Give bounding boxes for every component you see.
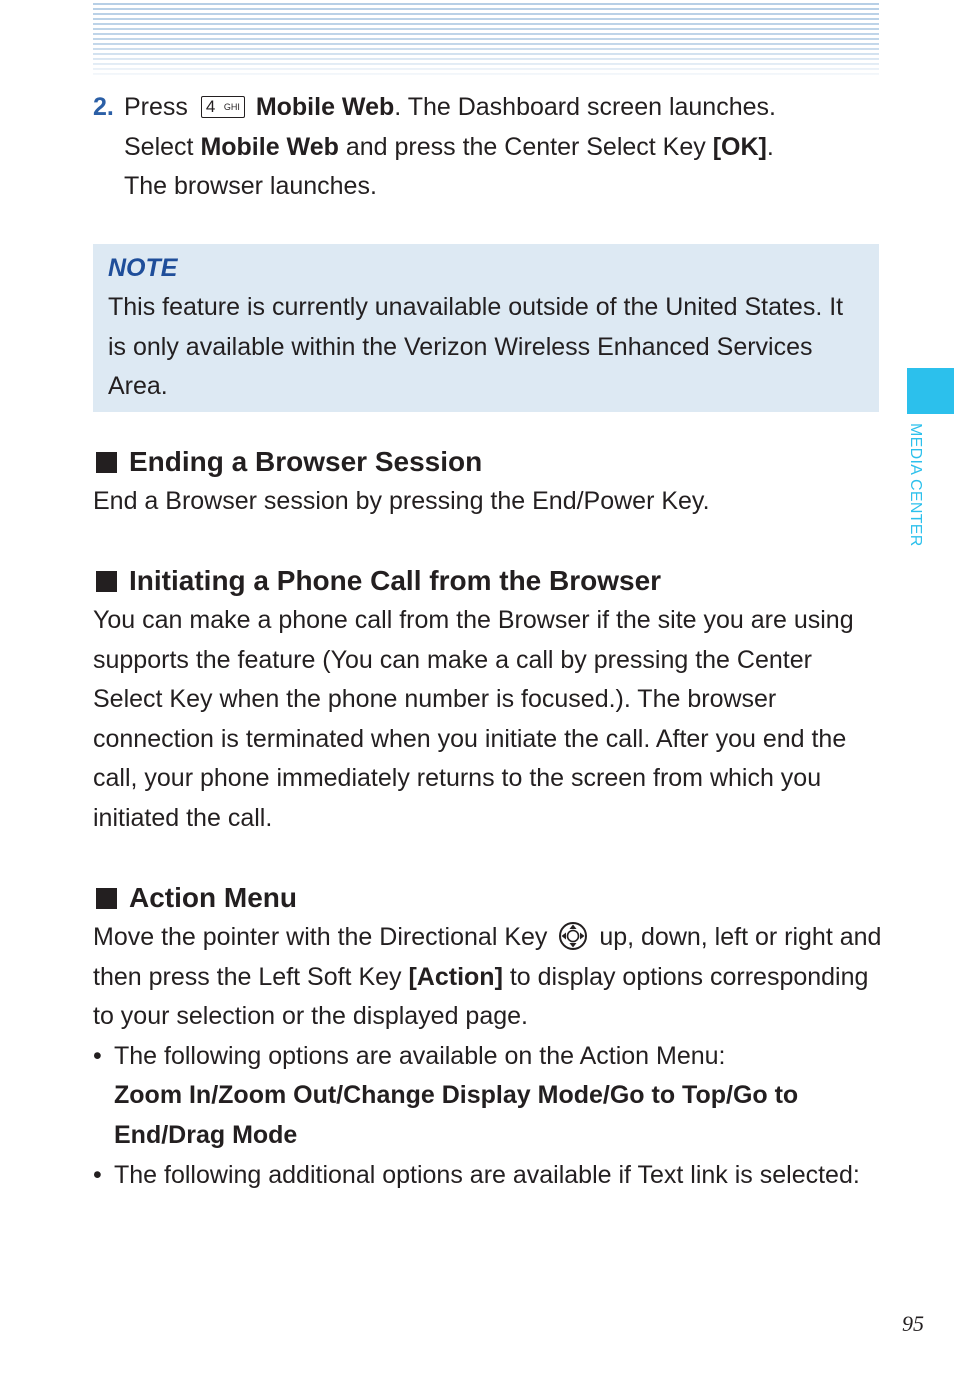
section-initiating-phone-call: [93, 561, 883, 839]
square-bullet-icon: [96, 571, 117, 592]
header-stripe-fade: [93, 3, 879, 75]
step-text-2: and press the Center Select Key: [345, 132, 706, 161]
step-number: 2.: [93, 93, 114, 121]
mobile-web-label: Mobile Web: [255, 93, 395, 121]
bullet-item: • The following additional options are available if Text link is selected:: [93, 1156, 883, 1196]
section-body: You can make a phone call from the Browser if the site you are using supports the feature (You can make a call by pressing the Center Select Key when the phone number is focused.). The browser connection is terminated when you initiate the call. After you end the call, your phone immediately returns to the screen from which you initiated the call.: [93, 606, 854, 832]
bullet-dot: •: [93, 1160, 102, 1189]
section-body: Move the pointer with the Directional Key up, down, left or right and then press the Left Soft Key [Action] to display options corresponding to your selection or the displayed page.: [93, 923, 882, 1031]
square-bullet-icon: [96, 452, 117, 473]
section-ending-browser-session: [93, 442, 883, 522]
step-select-text: Select: [124, 132, 194, 161]
section-heading: Action Menu: [93, 878, 883, 918]
directional-key-icon: [558, 921, 588, 951]
section-action-menu: [93, 878, 883, 1195]
page-number: 95: [902, 1311, 924, 1336]
step-text-1: . The Dashboard screen launches.: [394, 93, 776, 121]
bullet-item: • The following options are available on the Action Menu: Zoom In/Zoom Out/Change Display Mode/Go to Top/Go to End/Drag Mode: [93, 1037, 883, 1156]
section-tab-marker: [907, 368, 954, 414]
section-body: End a Browser session by pressing the End/Power Key.: [93, 487, 710, 515]
note-box: [93, 244, 879, 412]
note-text: This feature is currently unavailable outside of the United States. It is only available within the Verizon Wireless Enhanced Services Area.: [108, 293, 844, 400]
step-2: [93, 88, 883, 207]
section-heading: Initiating a Phone Call from the Browser: [93, 561, 883, 601]
note-title: NOTE: [108, 254, 178, 282]
step-press-text: Press: [124, 93, 188, 121]
square-bullet-icon: [96, 888, 117, 909]
step-body: Press 4 GHI Mobile Web. The Dashboard screen launches. Select Mobile Web and press the Center Select Key [OK]. The browser launches.: [124, 93, 776, 200]
action-key-label: [Action]: [408, 962, 503, 991]
step-text-3: The browser launches.: [124, 172, 377, 200]
ok-key-label: [OK]: [712, 132, 767, 161]
action-menu-options: Zoom In/Zoom Out/Change Display Mode/Go to Top/Go to End/Drag Mode: [114, 1081, 799, 1149]
key-4-ghi-icon: 4 GHI: [201, 96, 245, 118]
section-heading: Ending a Browser Session: [93, 442, 883, 482]
mobile-web-label-2: Mobile Web: [200, 132, 339, 161]
side-section-label: MEDIA CENTER: [907, 423, 924, 547]
bullet-dot: •: [93, 1041, 102, 1070]
